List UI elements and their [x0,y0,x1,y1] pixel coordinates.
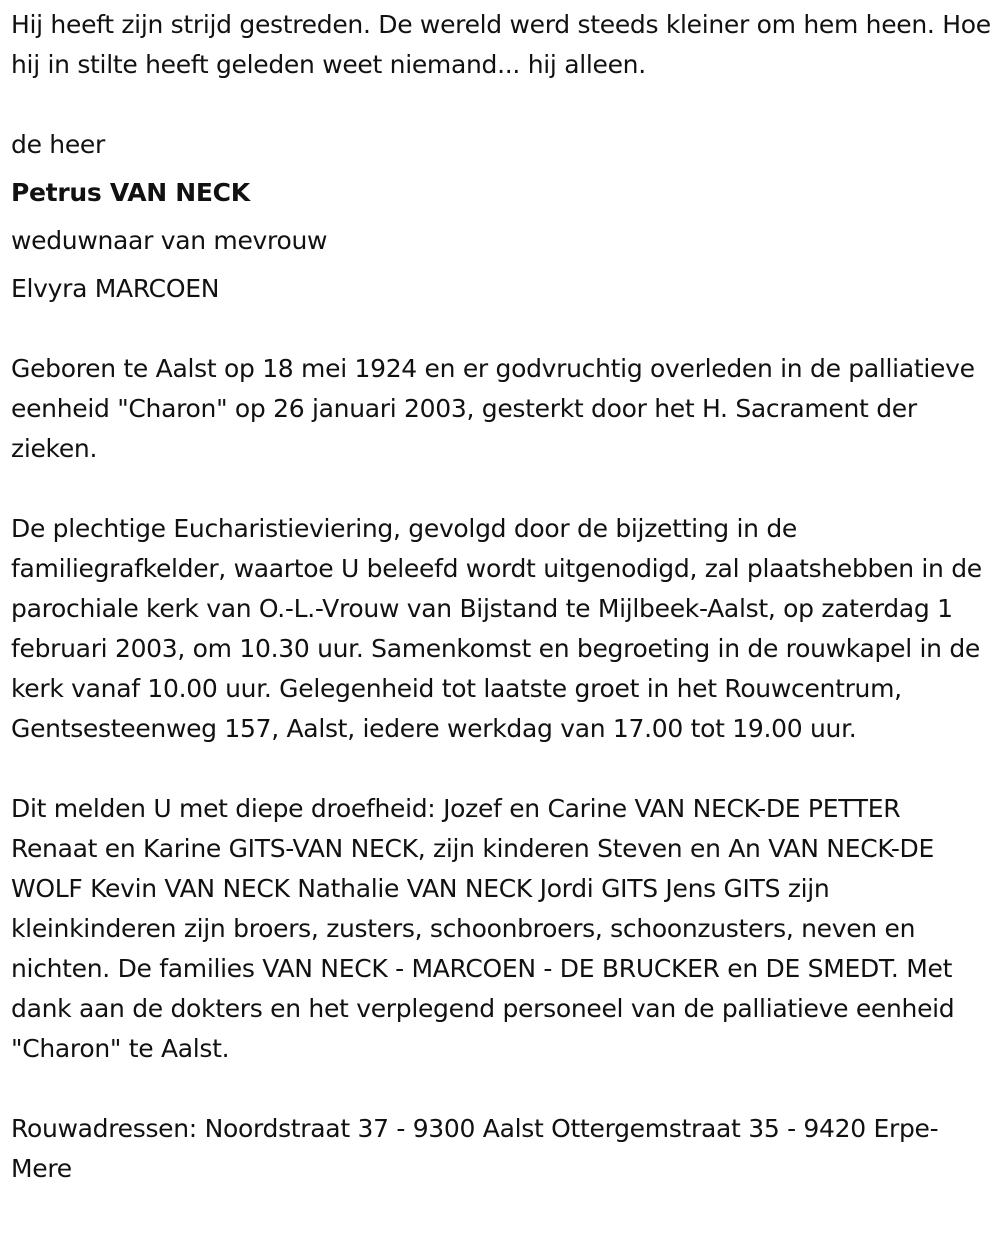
obituary-document [11,5,993,1189]
deceased-name: Petrus VAN NECK [11,178,250,207]
birth-death-paragraph: Geboren te Aalst op 18 mei 1924 en er godvruchtig overleden in de palliatieve eenheid "Charon" op 26 januari 2003, gesterkt door het H. Sacrament der zieken. [11,354,975,463]
spacer [11,85,993,125]
ceremony-paragraph: De plechtige Eucharistieviering, gevolgd door de bijzetting in de familiegrafkelder, waartoe U beleefd wordt uitgenodigd, zal plaatshebben in de parochiale kerk van O.-L.-Vrouw van Bijstand te Mijlbeek-Aalst, op zaterdag 1 februari 2003, om 10.30 uur. Samenkomst en begroeting in de rouwkapel in de kerk vanaf 10.00 uur. Gelegenheid tot laatste groet in het Rouwcentrum, Gentsesteenweg 157, Aalst, iedere werkdag van 17.00 tot 19.00 uur. [11,514,982,743]
spacer [11,469,993,509]
addresses-paragraph: Rouwadressen: Noordstraat 37 - 9300 Aalst Ottergemstraat 35 - 9420 Erpe-Mere [11,1114,939,1183]
spacer [11,749,993,789]
spacer [11,1069,993,1109]
salutation: de heer [11,130,105,159]
spacer [11,309,993,349]
relation-line: weduwnaar van mevrouw [11,226,328,255]
spouse-name: Elvyra MARCOEN [11,274,220,303]
intro-paragraph: Hij heeft zijn strijd gestreden. De wereld werd steeds kleiner om hem heen. Hoe hij in stilte heeft geleden weet niemand... hij alleen. [11,10,991,79]
family-paragraph: Dit melden U met diepe droefheid: Jozef en Carine VAN NECK-DE PETTER Renaat en Karine GITS-VAN NECK, zijn kinderen Steven en An VAN NECK-DE WOLF Kevin VAN NECK Nathalie VAN NECK Jordi GITS Jens GITS zijn kleinkinderen zijn broers, zusters, schoonbroers, schoonzusters, neven en nichten. De families VAN NECK - MARCOEN - DE BRUCKER en DE SMEDT. Met dank aan de dokters en het verplegend personeel van de palliatieve eenheid "Charon" te Aalst. [11,794,955,1063]
